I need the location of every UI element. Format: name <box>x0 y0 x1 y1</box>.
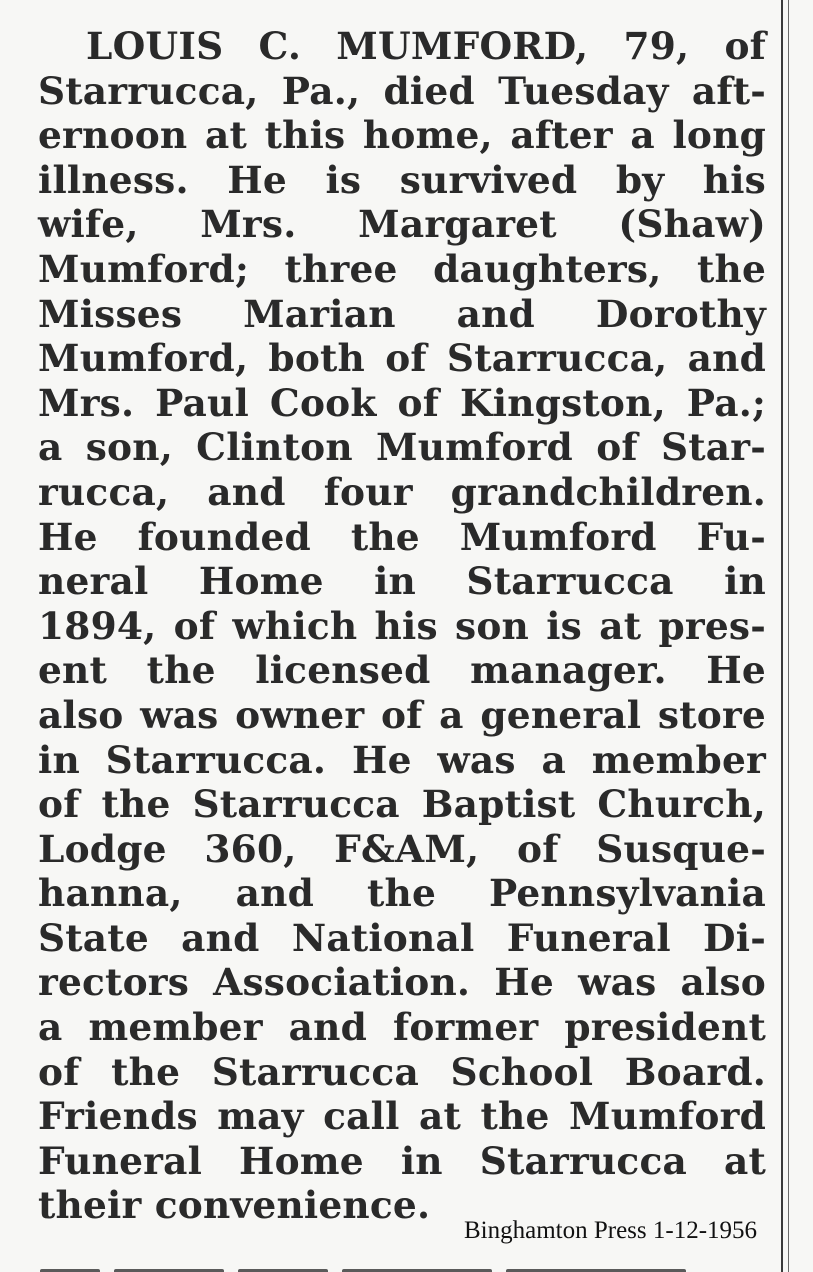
article-line: State and National Funeral Di- <box>38 915 766 960</box>
article-line: a member and former president <box>38 1005 766 1050</box>
article-line: Funeral Home in Starrucca at <box>38 1138 766 1183</box>
article-line: ent the licensed manager. He <box>38 648 766 693</box>
article-line: wife, Mrs. Margaret (Shaw) <box>38 202 766 247</box>
article-line: also was owner of a general store <box>38 692 766 737</box>
article-line: Starrucca, Pa., died Tuesday aft- <box>38 68 766 113</box>
article-line: their convenience. <box>38 1183 431 1228</box>
article-line: illness. He is survived by his <box>38 157 766 202</box>
source-caption: Binghamton Press 1-12-1956 <box>464 1217 758 1244</box>
cropped-next-line <box>40 1262 775 1272</box>
article-line: of the Starrucca School Board. <box>38 1049 766 1094</box>
article-line: Mumford, both of Starrucca, and <box>38 336 766 381</box>
article-line: Lodge 360, F&AM, of Susque- <box>38 826 766 871</box>
article-line: ernoon at this home, after a long <box>38 113 766 158</box>
article-line: rucca, and four grandchildren. <box>38 469 766 514</box>
column-rule-inner <box>788 0 789 1272</box>
article-line: Mumford; three daughters, the <box>38 246 766 291</box>
article-line: a son, Clinton Mumford of Star- <box>38 425 766 470</box>
article-line: Friends may call at the Mumford <box>38 1094 766 1139</box>
article-line: in Starrucca. He was a member <box>38 737 766 782</box>
article-line: rectors Association. He was also <box>38 960 766 1005</box>
article-line: LOUIS C. MUMFORD, 79, of <box>86 24 766 68</box>
article-line: neral Home in Starrucca in <box>38 559 766 604</box>
article-line: He founded the Mumford Fu- <box>38 514 766 559</box>
article-line: hanna, and the Pennsylvania <box>38 871 766 916</box>
article-line: 1894, of which his son is at pres- <box>38 603 766 648</box>
obituary-text <box>38 24 766 1228</box>
article-line: Mrs. Paul Cook of Kingston, Pa.; <box>38 380 766 425</box>
column-rule <box>781 0 783 1272</box>
article-line: Misses Marian and Dorothy <box>38 291 766 336</box>
article-line: of the Starrucca Baptist Church, <box>38 782 766 827</box>
